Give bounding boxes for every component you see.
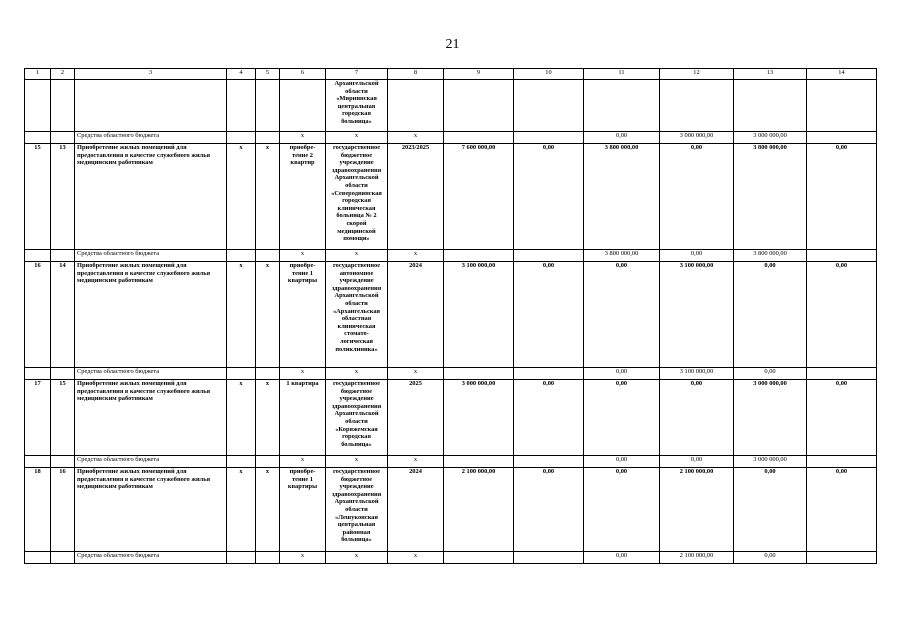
- x-mark: x: [326, 552, 388, 564]
- col-num: 6: [280, 69, 326, 80]
- row-title: Приобретение жилых помещений для предоставления в качестве служебного жилья медицинским работникам: [75, 380, 227, 456]
- col-num: 9: [444, 69, 514, 80]
- amount-cell: 0,00: [660, 380, 734, 456]
- budget-row-label: Средства областного бюджета: [75, 132, 227, 144]
- budget-amount: 3 000 000,00: [660, 132, 734, 144]
- amount-cell: 0,00: [514, 262, 584, 368]
- row-subnumber: 16: [51, 468, 75, 552]
- x-mark: x: [227, 468, 256, 552]
- table-row: [25, 144, 877, 250]
- column-number-row: [25, 69, 877, 80]
- budget-row: [25, 132, 877, 144]
- budget-amount: 0,00: [660, 456, 734, 468]
- budget-amount: 2 100 000,00: [660, 552, 734, 564]
- budget-amount: 3 800 000,00: [734, 250, 807, 262]
- amount-cell: 3 100 000,00: [444, 262, 514, 368]
- page-number: 21: [445, 37, 460, 52]
- x-mark: x: [256, 468, 280, 552]
- amount-cell: 3 000 000,00: [444, 380, 514, 456]
- row-subnumber: 14: [51, 262, 75, 368]
- period-cell: 2025: [388, 380, 444, 456]
- col-num: 11: [584, 69, 660, 80]
- amount-cell: 0,00: [734, 468, 807, 552]
- col-num: 5: [256, 69, 280, 80]
- amount-cell: 0,00: [584, 380, 660, 456]
- x-mark: x: [280, 456, 326, 468]
- amount-cell: 3 100 000,00: [660, 262, 734, 368]
- x-mark: x: [256, 262, 280, 368]
- col-num: 7: [326, 69, 388, 80]
- amount-cell: 2 100 000,00: [444, 468, 514, 552]
- x-mark: x: [256, 144, 280, 250]
- amount-cell: 0,00: [514, 468, 584, 552]
- row-number: 15: [25, 144, 51, 250]
- amount-cell: 0,00: [660, 144, 734, 250]
- budget-amount: 3 000 000,00: [734, 456, 807, 468]
- budget-amount: 0,00: [660, 250, 734, 262]
- period-cell: 2024: [388, 468, 444, 552]
- amount-cell: 0,00: [514, 144, 584, 250]
- row-number: 16: [25, 262, 51, 368]
- budget-amount: 0,00: [584, 552, 660, 564]
- budget-table: [24, 68, 877, 564]
- col-num: 12: [660, 69, 734, 80]
- period-cell: 2024: [388, 262, 444, 368]
- budget-row: [25, 456, 877, 468]
- x-mark: x: [388, 552, 444, 564]
- budget-amount: 0,00: [734, 368, 807, 380]
- x-mark: x: [227, 380, 256, 456]
- row-title: Приобретение жилых помещений для предоставления в качестве служебного жилья медицинским работникам: [75, 468, 227, 552]
- col-num: 2: [51, 69, 75, 80]
- continuation-row: [25, 80, 877, 132]
- budget-row: [25, 250, 877, 262]
- budget-amount: 0,00: [734, 552, 807, 564]
- budget-row-label: Средства областного бюджета: [75, 368, 227, 380]
- budget-row-label: Средства областного бюджета: [75, 552, 227, 564]
- amount-cell: 3 800 000,00: [734, 144, 807, 250]
- result-cell: приобре-тение 1 квартиры: [280, 262, 326, 368]
- institution-cell: государственное автономное учреждение здравоохранения Архангельской области «Архангельская областная клиническая стомато-логическая поликлиника»: [326, 262, 388, 368]
- result-cell: приобре-тение 1 квартиры: [280, 468, 326, 552]
- row-number: 18: [25, 468, 51, 552]
- row-title: Приобретение жилых помещений для предоставления в качестве служебного жилья медицинским работникам: [75, 262, 227, 368]
- institution-cell: Архангельской области «Мирнинская центральная городская больница»: [326, 80, 388, 132]
- col-num: 1: [25, 69, 51, 80]
- x-mark: x: [227, 262, 256, 368]
- row-subnumber: 13: [51, 144, 75, 250]
- amount-cell: 0,00: [807, 262, 877, 368]
- amount-cell: 3 000 000,00: [734, 380, 807, 456]
- result-cell: 1 квартира: [280, 380, 326, 456]
- table-row: [25, 262, 877, 368]
- institution-cell: государственное бюджетное учреждение здравоохранения Архангельской области «Лешуконская центральная районная больница»: [326, 468, 388, 552]
- x-mark: x: [388, 132, 444, 144]
- budget-row-label: Средства областного бюджета: [75, 456, 227, 468]
- amount-cell: 0,00: [734, 262, 807, 368]
- col-num: 14: [807, 69, 877, 80]
- amount-cell: 7 600 000,00: [444, 144, 514, 250]
- amount-cell: 0,00: [807, 144, 877, 250]
- x-mark: x: [326, 250, 388, 262]
- x-mark: x: [388, 368, 444, 380]
- budget-amount: 0,00: [584, 456, 660, 468]
- amount-cell: 2 100 000,00: [660, 468, 734, 552]
- x-mark: x: [227, 144, 256, 250]
- x-mark: x: [388, 250, 444, 262]
- amount-cell: 0,00: [584, 468, 660, 552]
- x-mark: x: [326, 368, 388, 380]
- budget-amount: 3 800 000,00: [584, 250, 660, 262]
- budget-amount: 3 000 000,00: [734, 132, 807, 144]
- amount-cell: 0,00: [514, 380, 584, 456]
- result-cell: приобре-тение 2 квартир: [280, 144, 326, 250]
- institution-cell: государственное бюджетное учреждение здравоохранения Архангельской области «Коряжемская городская больница»: [326, 380, 388, 456]
- amount-cell: 0,00: [807, 380, 877, 456]
- budget-row: [25, 368, 877, 380]
- budget-row: [25, 552, 877, 564]
- table-row: [25, 380, 877, 456]
- col-num: 10: [514, 69, 584, 80]
- row-number: 17: [25, 380, 51, 456]
- row-title: Приобретение жилых помещений для предоставления в качестве служебного жилья медицинским работникам: [75, 144, 227, 250]
- x-mark: x: [388, 456, 444, 468]
- amount-cell: 3 800 000,00: [584, 144, 660, 250]
- x-mark: x: [326, 132, 388, 144]
- budget-amount: 0,00: [584, 132, 660, 144]
- x-mark: x: [256, 380, 280, 456]
- col-num: 13: [734, 69, 807, 80]
- col-num: 8: [388, 69, 444, 80]
- row-subnumber: 15: [51, 380, 75, 456]
- amount-cell: 0,00: [807, 468, 877, 552]
- col-num: 3: [75, 69, 227, 80]
- budget-amount: 0,00: [584, 368, 660, 380]
- x-mark: x: [280, 368, 326, 380]
- x-mark: x: [280, 552, 326, 564]
- amount-cell: 0,00: [584, 262, 660, 368]
- x-mark: x: [326, 456, 388, 468]
- table-row: [25, 468, 877, 552]
- institution-cell: государственное бюджетное учреждение здравоохранения Архангельской области «Северодвинская городская клиническая больница № 2 скорой медицинской помощи»: [326, 144, 388, 250]
- x-mark: x: [280, 132, 326, 144]
- budget-amount: 3 100 000,00: [660, 368, 734, 380]
- x-mark: x: [280, 250, 326, 262]
- col-num: 4: [227, 69, 256, 80]
- budget-row-label: Средства областного бюджета: [75, 250, 227, 262]
- period-cell: 2023/2025: [388, 144, 444, 250]
